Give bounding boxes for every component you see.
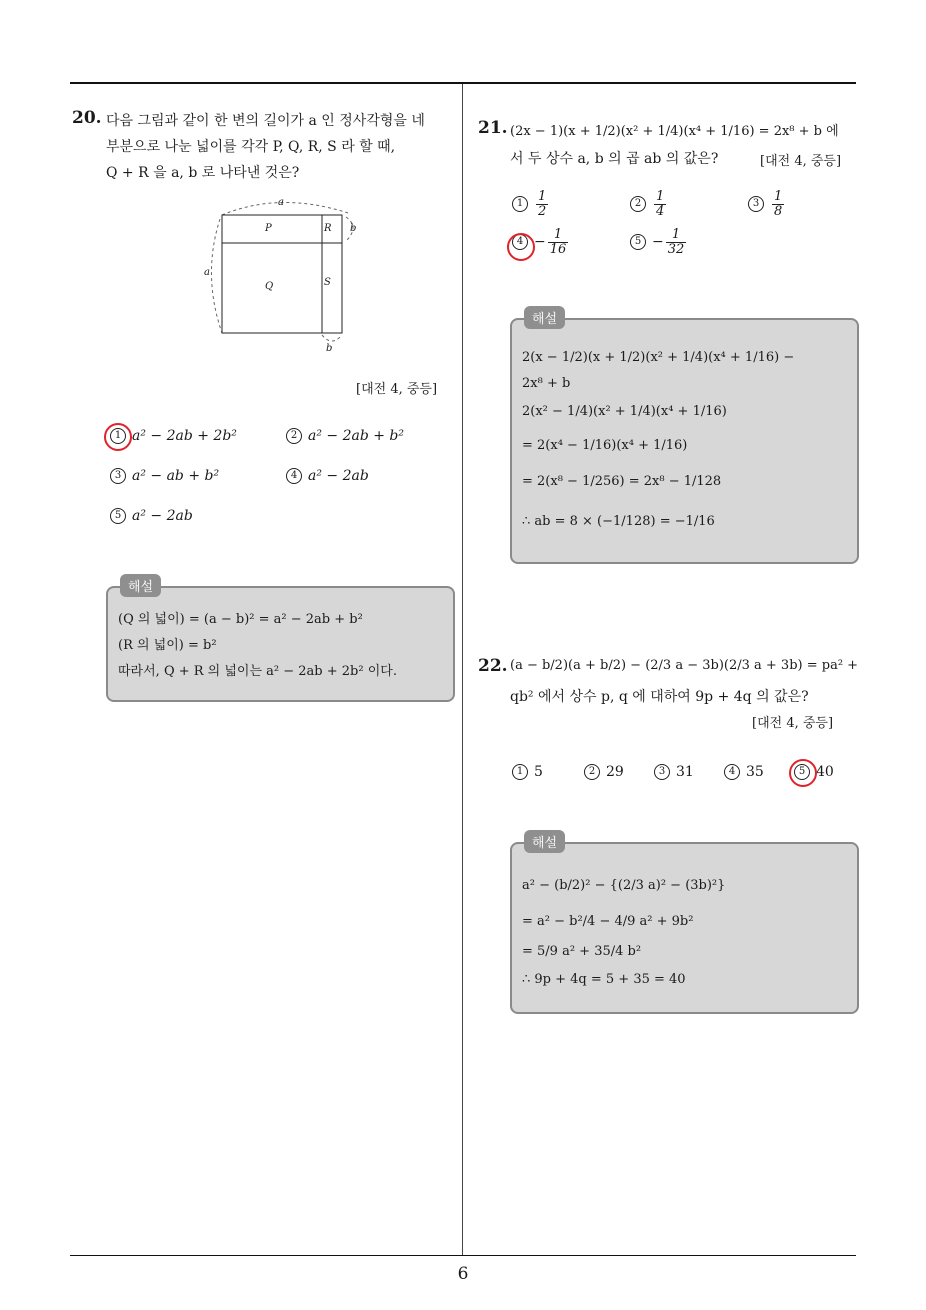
q20-line-3: Q + R 을 a, b 로 나타낸 것은? bbox=[106, 165, 300, 181]
page-number: 6 bbox=[457, 1264, 469, 1284]
q21-solution-line-5: = 2(x⁸ − 1/256) = 2x⁸ − 1/128 bbox=[522, 474, 722, 489]
q22-choice-3[interactable]: 3 31 bbox=[654, 764, 694, 780]
fig-region-q: Q bbox=[265, 281, 274, 292]
q21-solution-line-1: 2(x − 1/2)(x + 1/2)(x² + 1/4)(x⁴ + 1/16) − bbox=[522, 350, 795, 365]
q22-choice-1[interactable]: 1 5 bbox=[512, 764, 543, 780]
choice-num-1: 1 bbox=[512, 196, 528, 212]
q21-solution-tag: 해설 bbox=[524, 306, 565, 329]
choice-num-2: 2 bbox=[630, 196, 646, 212]
choice-num-1: 1 bbox=[110, 428, 126, 444]
q20-choice-4[interactable]: 4 a² − 2ab bbox=[286, 468, 369, 484]
q22-choice-5[interactable]: 5 40 bbox=[794, 764, 834, 780]
q22-solution-line-2: = a² − b²/4 − 4/9 a² + 9b² bbox=[522, 914, 694, 929]
top-rule bbox=[70, 82, 856, 84]
fig-bottom-label: b bbox=[326, 343, 333, 354]
frac: $\frac{1}{8}$ bbox=[774, 189, 783, 219]
q22-line-2: qb² 에서 상수 p, q 에 대하여 9p + 4q 의 값은? bbox=[510, 689, 809, 705]
q20-solution-line-3: 따라서, Q + R 의 넓이는 a² − 2ab + 2b² 이다. bbox=[118, 664, 397, 679]
q21-solution-line-3: 2(x² − 1/4)(x² + 1/4)(x⁴ + 1/16) bbox=[522, 404, 727, 419]
q20-choice-3[interactable]: 3 a² − ab + b² bbox=[110, 468, 219, 484]
q22-choice-2[interactable]: 2 29 bbox=[584, 764, 624, 780]
q20-solution-line-2: (R 의 넓이) = b² bbox=[118, 638, 217, 653]
choice-num-4: 4 bbox=[512, 234, 528, 250]
q21-answer-mark bbox=[507, 233, 535, 261]
choice-num-3: 3 bbox=[110, 468, 126, 484]
q21-choice-3[interactable] bbox=[748, 190, 786, 218]
q22-solution-line-1: a² − (b/2)² − {(2/3 a)² − (3b)²} bbox=[522, 878, 726, 893]
q20-choice-1[interactable]: 1 a² − 2ab + 2b² bbox=[110, 428, 237, 444]
q22-solution-line-4: ∴ 9p + 4q = 5 + 35 = 40 bbox=[522, 972, 686, 987]
q20-choice-2[interactable]: 2 a² − 2ab + b² bbox=[286, 428, 404, 444]
frac: $\frac{1}{32}$ bbox=[667, 227, 685, 257]
column-divider bbox=[462, 84, 463, 1256]
q20-number: 20. bbox=[72, 108, 102, 128]
q22-choice-4[interactable]: 4 35 bbox=[724, 764, 764, 780]
fig-region-r: R bbox=[324, 223, 332, 234]
q21-choice-1[interactable] bbox=[512, 190, 550, 218]
q20-line-2: 부분으로 나눈 넓이를 각각 P, Q, R, S 라 할 때, bbox=[106, 139, 396, 155]
q20-choice-5[interactable]: 5 a² − 2ab bbox=[110, 508, 193, 524]
fig-region-p: P bbox=[265, 223, 272, 234]
bottom-rule bbox=[70, 1255, 856, 1256]
q20-source: [대전 4, 중등] bbox=[356, 382, 438, 397]
choice-num-3: 3 bbox=[748, 196, 764, 212]
choice-num-2: 2 bbox=[584, 764, 600, 780]
choice-num-2: 2 bbox=[286, 428, 302, 444]
q20-solution-line-1: (Q 의 넓이) = (a − b)² = a² − 2ab + b² bbox=[118, 612, 363, 627]
q22-source: [대전 4, 중등] bbox=[752, 716, 834, 731]
q21-line-2: 서 두 상수 a, b 의 곱 ab 의 값은? bbox=[510, 151, 719, 167]
frac: $\frac{1}{2}$ bbox=[538, 189, 547, 219]
q21-choice-2[interactable] bbox=[630, 190, 668, 218]
choice-num-5: 5 bbox=[630, 234, 646, 250]
fig-top-label: a bbox=[278, 197, 284, 208]
choice-num-3: 3 bbox=[654, 764, 670, 780]
q21-line-1: (2x − 1)(x + 1/2)(x² + 1/4)(x⁴ + 1/16) = 2x⁸ + b 에 bbox=[510, 124, 839, 139]
q21-solution-line-2: 2x⁸ + b bbox=[522, 376, 571, 391]
choice-num-4: 4 bbox=[724, 764, 740, 780]
q22-solution-tag: 해설 bbox=[524, 830, 565, 853]
q22-line-1: (a − b/2)(a + b/2) − (2/3 a − 3b)(2/3 a + 3b) = pa² + bbox=[510, 658, 859, 673]
q21-number: 21. bbox=[478, 118, 508, 138]
q20-line-1: 다음 그림과 같이 한 변의 길이가 a 인 정사각형을 네 bbox=[106, 113, 425, 129]
q22-solution-line-3: = 5/9 a² + 35/4 b² bbox=[522, 944, 642, 959]
frac: $\frac{1}{4}$ bbox=[656, 189, 665, 219]
q20-solution-tag: 해설 bbox=[120, 574, 161, 597]
q21-solution-line-4: = 2(x⁴ − 1/16)(x⁴ + 1/16) bbox=[522, 438, 688, 453]
q20-answer-mark bbox=[104, 423, 132, 451]
q21-choice-4[interactable]: 4 − $\frac{1}{16}$ bbox=[512, 228, 570, 256]
choice-num-5: 5 bbox=[794, 764, 810, 780]
fig-region-s: S bbox=[324, 277, 331, 288]
q21-solution-line-6: ∴ ab = 8 × (−1/128) = −1/16 bbox=[522, 514, 715, 529]
q20-figure bbox=[200, 195, 370, 355]
fig-right-label: b bbox=[350, 223, 357, 234]
choice-num-5: 5 bbox=[110, 508, 126, 524]
q22-number: 22. bbox=[478, 656, 508, 676]
q21-choice-5[interactable]: 5 − $\frac{1}{32}$ bbox=[630, 228, 688, 256]
choice-num-1: 1 bbox=[512, 764, 528, 780]
q21-source: [대전 4, 중등] bbox=[760, 154, 842, 169]
q22-answer-mark bbox=[789, 759, 817, 787]
frac: $\frac{1}{16}$ bbox=[549, 227, 567, 257]
choice-num-4: 4 bbox=[286, 468, 302, 484]
fig-left-label: a bbox=[204, 267, 210, 278]
square-diagram bbox=[200, 195, 370, 355]
